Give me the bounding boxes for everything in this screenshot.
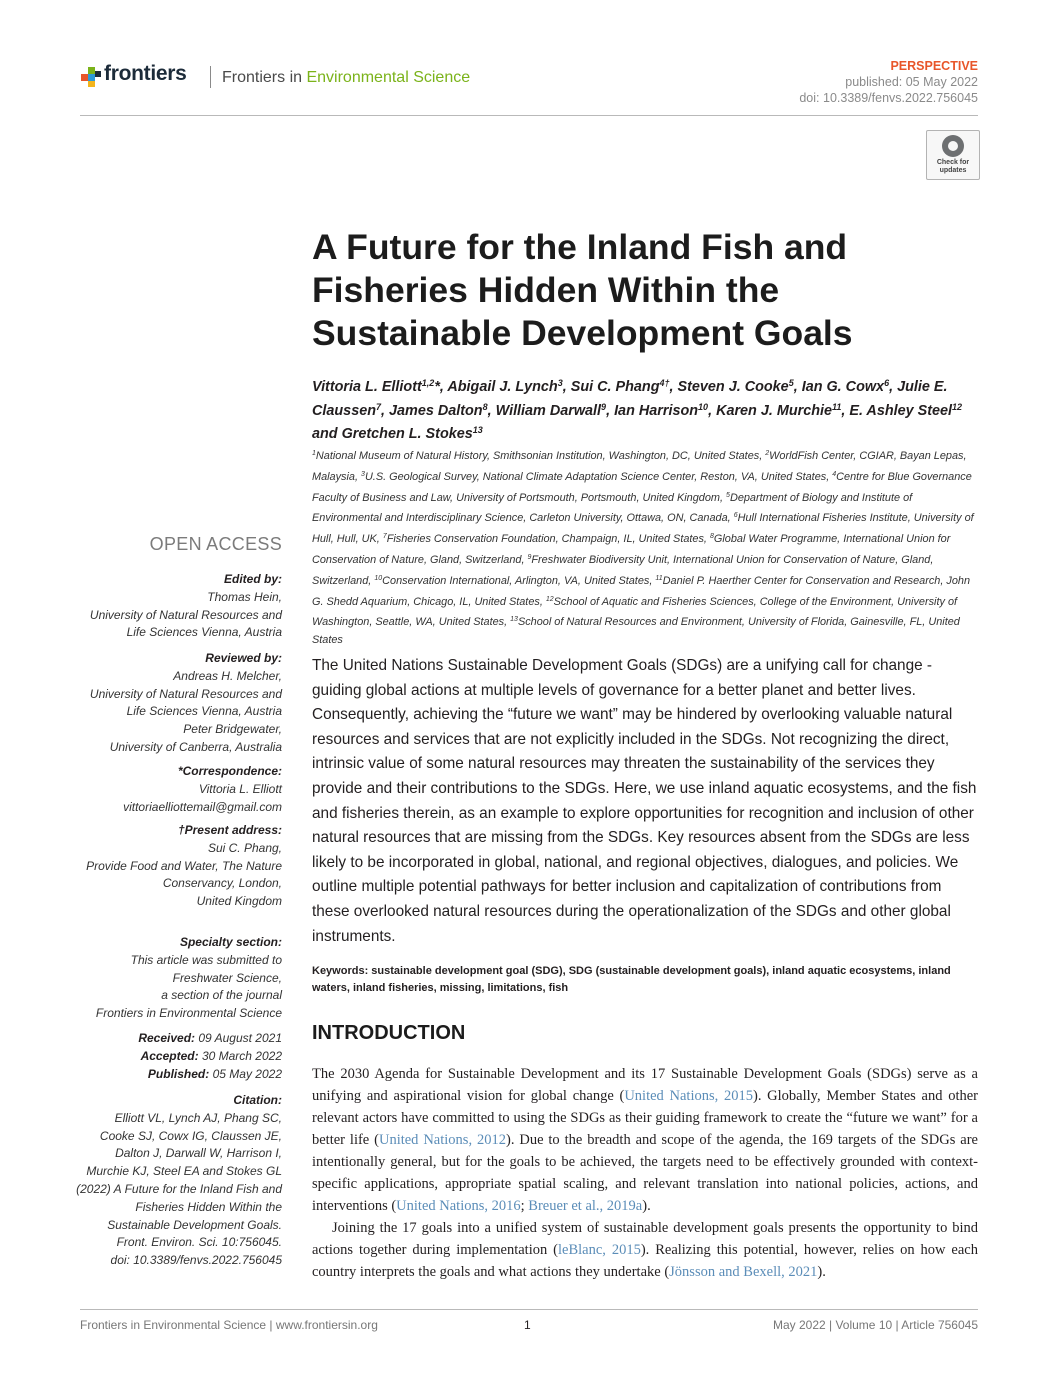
author-affiliation-sup: 1,2 (421, 378, 435, 388)
address-line: United Kingdom (196, 894, 282, 909)
published-date-side: Published: 05 May 2022 (147, 1066, 282, 1081)
header-rule (80, 115, 978, 116)
address-line: Conservancy, London, (162, 876, 282, 891)
author-separator: and (312, 426, 342, 442)
author-affiliation-sup: 9 (601, 401, 607, 412)
present-address-block (52, 822, 282, 911)
address-line: Sui C. Phang, (207, 840, 282, 855)
footer-rule (80, 1309, 978, 1310)
citation-doi[interactable]: doi: 10.3389/fenvs.2022.756045 (110, 1253, 282, 1268)
citation-link[interactable]: United Nations, 2016 (396, 1198, 521, 1214)
specialty-line[interactable]: Freshwater Science, (172, 970, 282, 985)
affiliation-text: Conservation International, Arlington, VA, United States, (382, 574, 656, 587)
specialty-line: This article was submitted to (130, 952, 282, 967)
open-access-label: OPEN ACCESS (149, 534, 282, 554)
check-updates-icon (942, 135, 964, 157)
section-heading-introduction: INTRODUCTION (312, 1022, 466, 1044)
affiliation-number: 7 (382, 533, 387, 541)
body-text: Joining the 17 goals into a unified system of sustainable development goals presents the opportunity to bind actions together during implementation ( (312, 1220, 978, 1258)
citation-link[interactable]: United Nations, 2015 (624, 1088, 753, 1104)
author-separator: , (889, 379, 898, 395)
reviewer-line: Life Sciences Vienna, Austria (126, 704, 282, 719)
affiliation-text: Department of Biology and Institute of Environmental and Interdisciplinary Science, Carleton University, Ottawa, ON, Canada, (312, 491, 913, 525)
author-affiliation-sup: 10 (698, 401, 709, 412)
citation-line: Murchie KJ, Steel EA and Stokes GL (86, 1164, 282, 1179)
author-affiliation-sup: 7 (376, 401, 382, 412)
author-affiliation-sup: 12 (952, 401, 963, 412)
footer-issue-info: May 2022 | Volume 10 | Article 756045 (772, 1318, 978, 1332)
reviewed-by-label: Reviewed by: (205, 651, 282, 665)
journal-prefix: Frontiers in (222, 69, 307, 86)
author-name[interactable]: Ian Harrison (614, 402, 699, 419)
affiliation-number: 13 (510, 616, 518, 624)
author-affiliation-sup: 8 (482, 401, 488, 412)
address-line: Provide Food and Water, The Nature (86, 858, 282, 873)
citation-line: Cooke SJ, Cowx IG, Claussen JE, (99, 1128, 282, 1143)
author-separator: , (841, 402, 850, 419)
affiliation-number: 10 (374, 574, 383, 582)
reviewer-line[interactable]: Andreas H. Melcher, (173, 668, 282, 683)
edited-by-label: Edited by: (223, 572, 282, 586)
author-separator: , (381, 402, 390, 419)
dates-block (52, 1030, 282, 1083)
citation-label: Citation: (233, 1093, 282, 1107)
correspondence-block (52, 763, 282, 816)
body-text: The 2030 Agenda for Sustainable Development and its 17 Sustainable Development Goals (SDGs) serve as a unifying and aspirational vision for global change ( (312, 1066, 978, 1104)
body-text: ). Globally, Member States and other relevant actors have committed to using the SDGs as their guiding framework to create the “future we want” for a better life ( (312, 1088, 978, 1148)
received-date: Received: 09 August 2021 (138, 1031, 282, 1045)
keywords: Keywords: sustainable development goal (SDG), SDG (sustainable development goals), inland aquatic ecosystems, inland waters, inland fisheries, missing, limitations, fish (312, 965, 951, 994)
author-name[interactable]: Abigail J. Lynch (447, 379, 558, 395)
author-separator: , (669, 379, 678, 395)
author-name[interactable]: Vittoria L. Elliott (312, 379, 422, 395)
author-name[interactable]: Julie E. Claussen (312, 379, 948, 419)
page-number: 1 (524, 1318, 531, 1332)
author-separator: , (606, 402, 615, 419)
affiliation-number: 12 (545, 595, 554, 603)
author-affiliation-sup: 6 (884, 378, 890, 388)
affiliation-text: Fisheries Conservation Foundation, Champaign, IL, United States, (386, 533, 710, 546)
body-text: ). (817, 1264, 826, 1280)
correspondence-label: *Correspondence: (177, 764, 282, 778)
author-separator: , (562, 379, 571, 395)
author-name[interactable]: E. Ashley Steel (849, 402, 953, 419)
frontiers-logo-icon (80, 66, 102, 88)
reviewer-line: University of Canberra, Australia (109, 739, 282, 754)
specialty-section-block (52, 934, 282, 1023)
article-doi[interactable]: doi: 10.3389/fenvs.2022.756045 (799, 91, 978, 105)
citation-link[interactable]: United Nations, 2012 (378, 1132, 506, 1148)
affiliation-text: Centre for Blue Governance Faculty of Business and Law, University of Portsmouth, Portsmouth, United Kingdom, (312, 470, 972, 504)
reviewed-by-block (52, 650, 282, 757)
journal-highlight: Environmental Science (306, 69, 471, 86)
present-address-label: †Present address: (177, 823, 282, 837)
reviewer-line: University of Natural Resources and (89, 686, 282, 701)
affiliation-number: 11 (655, 574, 663, 582)
correspondence-email[interactable]: vittoriaelliottemail@gmail.com (123, 799, 282, 814)
affiliation-text: WorldFish Center, CGIAR, Bayan Lepas, Malaysia, (312, 450, 967, 483)
affiliations (312, 445, 978, 650)
affiliation-number: 3 (361, 470, 365, 478)
paragraph (312, 1063, 978, 1217)
check-updates-label: Check for updates (936, 159, 970, 174)
affiliation-number: 2 (765, 450, 770, 457)
editor-line: University of Natural Resources and (89, 607, 282, 622)
affiliation-number: 9 (527, 553, 532, 561)
author-affiliation-sup: 5 (788, 378, 794, 388)
citation-link[interactable]: Breuer et al., 2019a (528, 1198, 643, 1214)
check-for-updates-button[interactable] (926, 130, 980, 180)
author-affiliation-sup: 3 (557, 378, 563, 388)
citation-line: (2022) A Future for the Inland Fish and (76, 1181, 282, 1196)
author-list (312, 374, 982, 445)
affiliation-number: 4 (832, 470, 837, 478)
edited-by-block (52, 571, 282, 642)
author-separator: , (487, 402, 496, 419)
affiliation-text: Daniel P. Haerther Center for Conservation and Research, John G. Shedd Aquarium, Chicago, IL, United States, (312, 574, 970, 608)
citation-line: Front. Environ. Sci. 10:756045. (116, 1235, 282, 1250)
author-name[interactable]: Sui C. Phang (570, 379, 660, 395)
affiliation-text: Freshwater Biodiversity Unit, International Union for Conservation of Nature, Gland, Switzerland, (312, 553, 934, 587)
citation-line: Sustainable Development Goals. (107, 1217, 282, 1232)
accepted-date: Accepted: 30 March 2022 (140, 1048, 282, 1063)
affiliation-text: U.S. Geological Survey, National Climate Adaptation Science Center, Reston, VA, United States, (364, 470, 833, 483)
affiliation-number: 5 (726, 491, 730, 499)
author-separator: , (708, 402, 717, 419)
article-title: A Future for the Inland Fish and Fisheries Hidden Within the Sustainable Development Goals (312, 227, 853, 353)
editor-line[interactable]: Thomas Hein, (207, 589, 282, 604)
affiliation-text: Global Water Programme, International Union for Conservation of Nature, Gland, Switzerland, (312, 533, 951, 566)
author-separator: , (793, 379, 802, 395)
affiliation-text: Hull International Fisheries Institute, University of Hull, Hull, UK, (312, 512, 974, 546)
affiliation-number: 6 (733, 512, 738, 520)
editor-line: Life Sciences Vienna, Austria (126, 625, 282, 640)
affiliation-number: 8 (709, 533, 714, 541)
body-text: ). Realizing this potential, however, relies on how each country interprets the goals and what actions they undertake ( (312, 1242, 978, 1280)
paragraph (312, 1217, 978, 1283)
specialty-line[interactable]: Frontiers in Environmental Science (95, 1006, 282, 1021)
affiliation-text: School of Aquatic and Fisheries Sciences, College of the Environment, University of Washington, Seattle, WA, United States, (312, 595, 958, 629)
author-name[interactable]: William Darwall (495, 402, 602, 419)
article-meta (799, 58, 978, 106)
published-date: published: 05 May 2022 (845, 75, 978, 89)
abstract: The United Nations Sustainable Development Goals (SDGs) are a unifying call for change - guiding global actions at multiple levels of governance for a better planet and better lives. Consequently, achieving the “future we want” may be hindered by overlooking valuable natural resources and services that are not explicitly included in the SDGs. Not recognizing the direct, intrinsic value of some natural resources may threaten the sustainability of the services they provide and their contributions to the SDGs. Here, we use inland aquatic ecosystems, and the fish and fisheries therein, as an example to explore opportunities for recognition and inclusion of other natural resources that are missing from the SDGs. Key resources absent from the SDGs are less likely to be incorporated in global, national, and regional objectives, dialogues, and policies. We outline multiple potential pathways for better inclusion and capitalization of contributions from these overlooked natural resources during the operationalization of the SDGs and other global instruments. (312, 657, 977, 945)
introduction-body (312, 1063, 978, 1283)
author-affiliation-sup: 4† (659, 378, 670, 388)
article-type: PERSPECTIVE (890, 59, 978, 73)
citation-link[interactable]: Jönsson and Bexell, 2021 (669, 1264, 818, 1280)
author-name[interactable]: Ian G. Cowx (801, 379, 885, 395)
author-name[interactable]: Karen J. Murchie (716, 402, 833, 419)
author-name[interactable]: James Dalton (389, 402, 483, 419)
body-text: ; (520, 1198, 529, 1214)
affiliation-text: School of Natural Resources and Environment, University of Florida, Gainesville, FL, United States (312, 616, 960, 647)
specialty-line: a section of the journal (161, 988, 282, 1003)
body-text: ). (642, 1198, 651, 1214)
author-affiliation-sup: 11 (832, 401, 842, 412)
author-name[interactable]: Steven J. Cooke (677, 379, 789, 395)
specialty-label: Specialty section: (179, 935, 282, 949)
citation-line: Elliott VL, Lynch AJ, Phang SC, (114, 1110, 282, 1125)
footer-journal-link[interactable]: Frontiers in Environmental Science | www.frontiersin.org (80, 1318, 378, 1332)
citation-line: Dalton J, Darwall W, Harrison I, (115, 1146, 282, 1161)
brand-name[interactable]: frontiers (104, 62, 187, 85)
reviewer-line[interactable]: Peter Bridgewater, (183, 722, 282, 737)
header-divider (210, 66, 211, 88)
citation-line: Fisheries Hidden Within the (135, 1199, 282, 1214)
citation-link[interactable]: leBlanc, 2015 (557, 1242, 641, 1258)
correspondence-name: Vittoria L. Elliott (198, 781, 282, 796)
body-text: ). Due to the breadth and scope of the agenda, the 169 targets of the SDGs are intentionally general, but for the goals to be achieved, the targets need to be effectively grounded with context-specific applications, appropriate spatial scaling, and relevant translation into national policies, actions, and interventions ( (312, 1132, 978, 1214)
author-name[interactable]: Gretchen L. Stokes (341, 426, 473, 442)
author-separator: *, (434, 379, 448, 395)
affiliation-number: 1 (312, 450, 316, 457)
journal-name[interactable] (222, 69, 470, 87)
author-affiliation-sup: 13 (472, 425, 483, 435)
affiliation-text: National Museum of Natural History, Smithsonian Institution, Washington, DC, United States, (315, 450, 766, 462)
citation-block (52, 1092, 282, 1270)
